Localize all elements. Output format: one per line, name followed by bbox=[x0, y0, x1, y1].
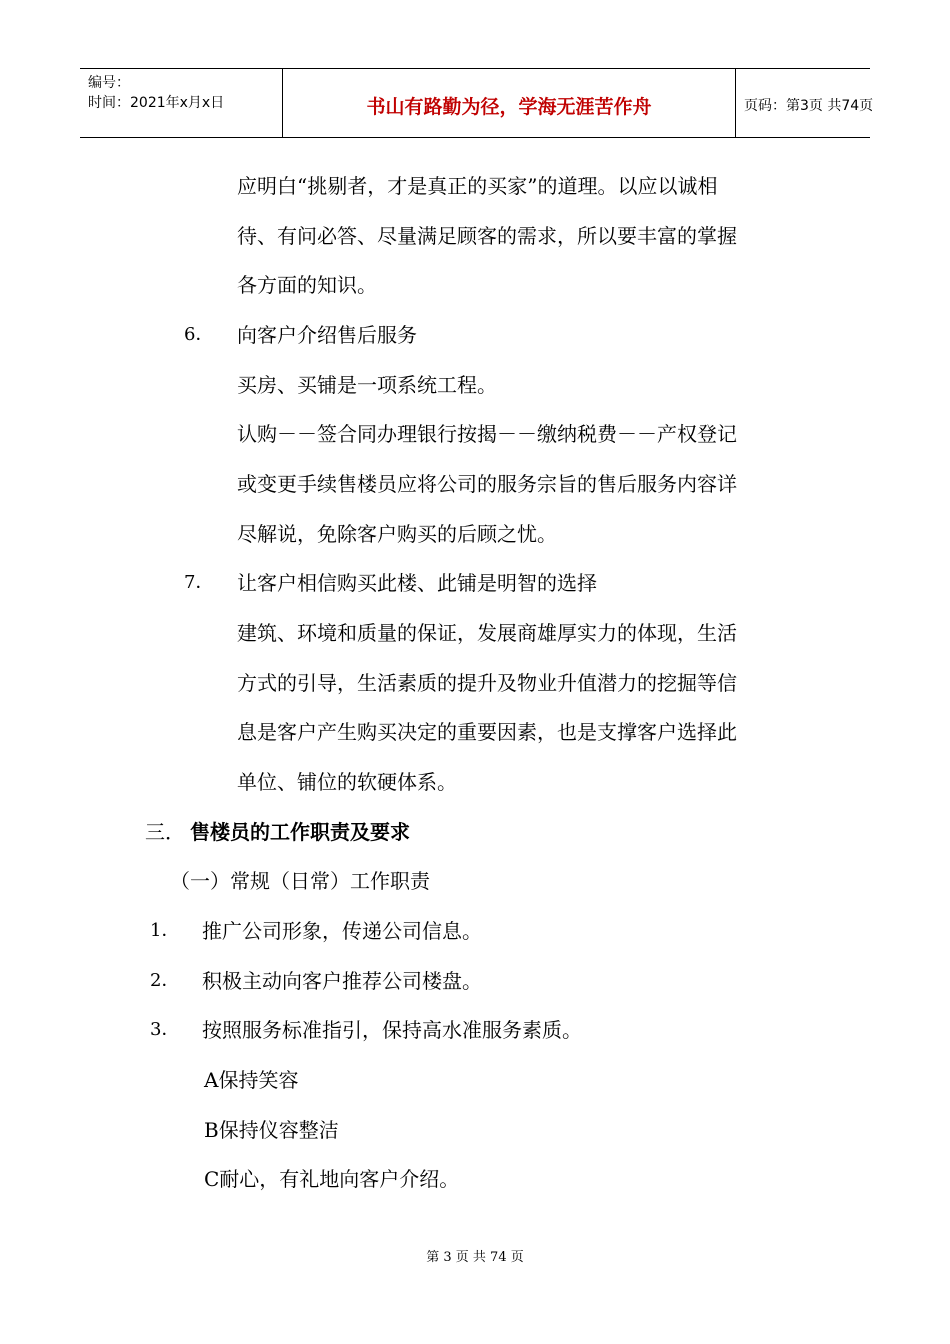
paragraph-line: 方式的引导，生活素质的提升及物业升值潜力的挖掘等信 bbox=[237, 671, 737, 695]
item-number: 7． bbox=[184, 572, 214, 593]
header-left-cell bbox=[80, 69, 282, 137]
subsection-heading: （一）常规（日常）工作职责 bbox=[170, 869, 430, 893]
item-number: 6． bbox=[184, 324, 214, 345]
paragraph-line: 认购－－签合同办理银行按揭－－缴纳税费－－产权登记 bbox=[237, 422, 737, 446]
sub-list-item: B保持仪容整洁 bbox=[204, 1118, 339, 1142]
list-item: 推广公司形象，传递公司信息。 bbox=[202, 919, 482, 943]
paragraph-line: 买房、买铺是一项系统工程。 bbox=[237, 373, 497, 397]
list-item-number: 1． bbox=[150, 920, 180, 941]
section-number: 三． bbox=[145, 820, 185, 844]
header-page-label: 页码：第3页 共74页 bbox=[744, 98, 874, 114]
paragraph-line: 应明白“挑剔者，才是真正的买家”的道理。以应以诚相 bbox=[237, 174, 718, 198]
header-right-cell bbox=[735, 69, 874, 137]
paragraph-line: 单位、铺位的软硬体系。 bbox=[237, 770, 457, 794]
document-number-label: 编号： bbox=[88, 75, 130, 91]
header-motto: 书山有路勤为径，学海无涯苦作舟 bbox=[366, 96, 652, 118]
section-heading: 售楼员的工作职责及要求 bbox=[190, 820, 410, 844]
paragraph-line: 或变更手续售楼员应将公司的服务宗旨的售后服务内容详 bbox=[237, 472, 737, 496]
paragraph-line: 各方面的知识。 bbox=[237, 273, 377, 297]
header-middle-cell bbox=[282, 69, 736, 137]
list-item: 按照服务标准指引，保持高水准服务素质。 bbox=[202, 1018, 582, 1042]
paragraph-line: 尽解说，免除客户购买的后顾之忧。 bbox=[237, 522, 557, 546]
document-time-label: 时间：2021年x月x日 bbox=[88, 95, 225, 111]
paragraph-line: 建筑、环境和质量的保证，发展商雄厚实力的体现，生活 bbox=[237, 621, 737, 645]
item-title: 让客户相信购买此楼、此铺是明智的选择 bbox=[237, 571, 597, 595]
paragraph-line: 待、有问必答、尽量满足顾客的需求，所以要丰富的掌握 bbox=[237, 224, 737, 248]
item-title: 向客户介绍售后服务 bbox=[237, 323, 417, 347]
page-footer: 第 3 页 共 74 页 bbox=[426, 1250, 524, 1265]
list-item-number: 2． bbox=[150, 970, 180, 991]
sub-list-item: C耐心，有礼地向客户介绍。 bbox=[204, 1167, 460, 1191]
list-item: 积极主动向客户推荐公司楼盘。 bbox=[202, 969, 482, 993]
list-item-number: 3． bbox=[150, 1019, 180, 1040]
paragraph-line: 息是客户产生购买决定的重要因素，也是支撑客户选择此 bbox=[237, 720, 737, 744]
page-header bbox=[80, 68, 874, 138]
sub-list-item: A保持笑容 bbox=[204, 1068, 299, 1092]
